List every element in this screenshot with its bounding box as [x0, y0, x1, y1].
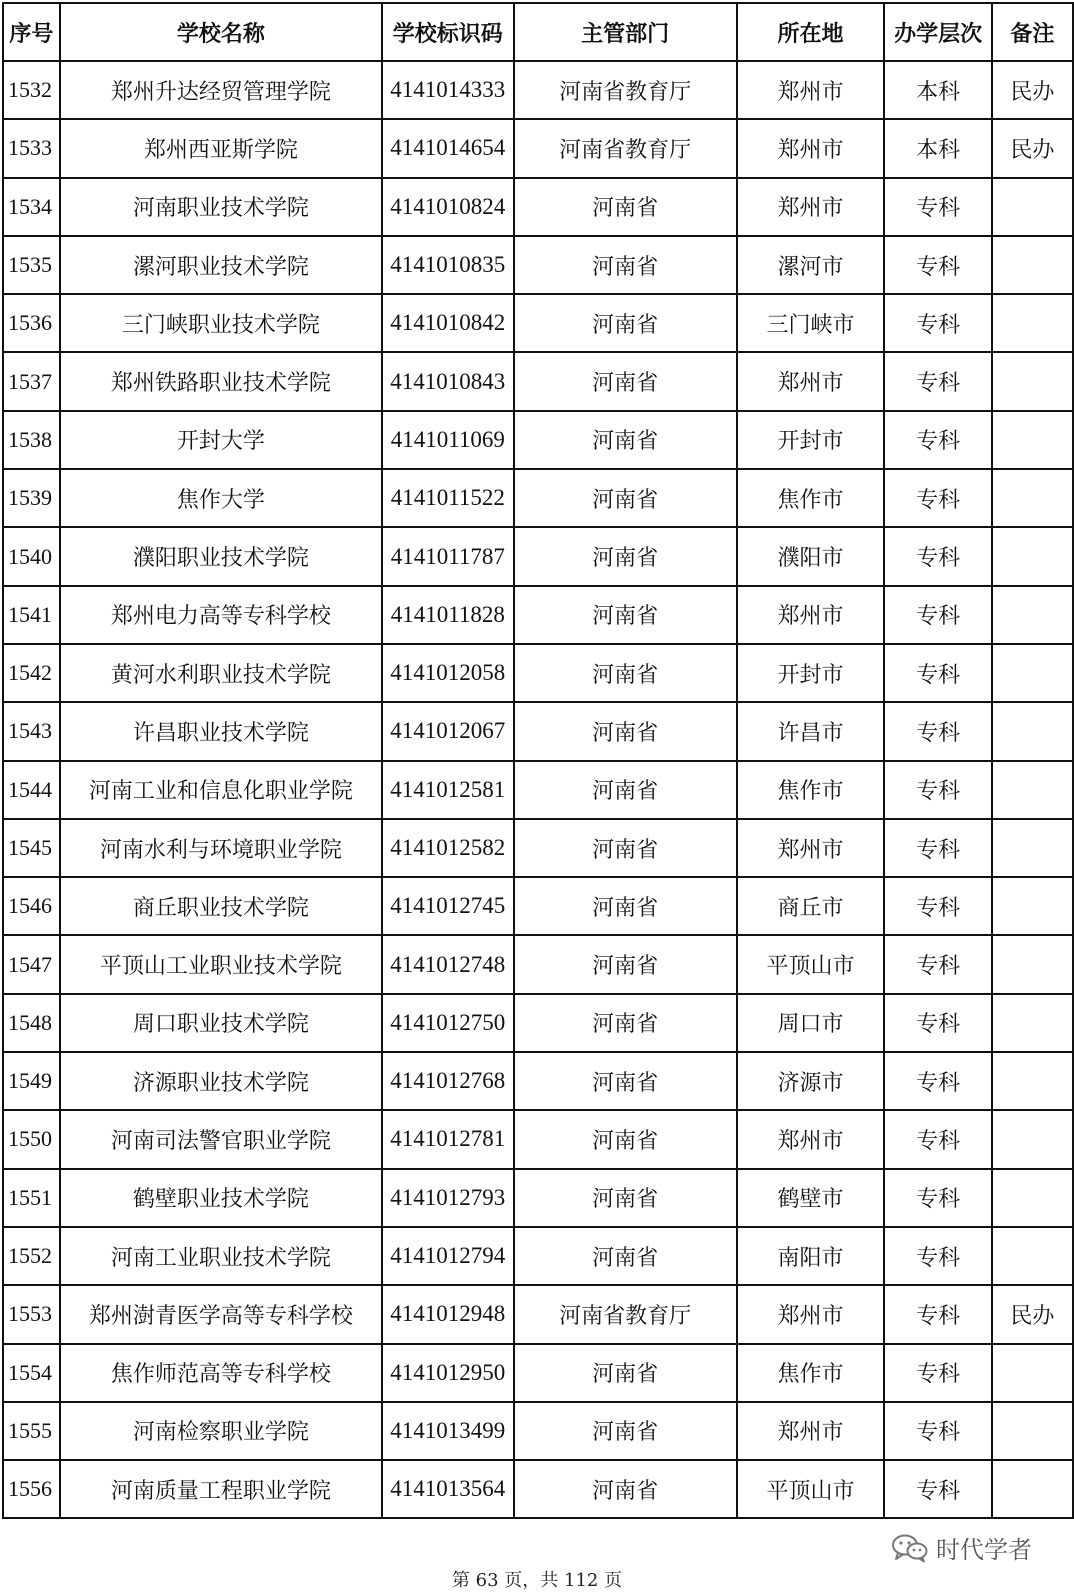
cell-school-name: 河南职业技术学院	[60, 178, 382, 236]
watermark	[890, 1530, 1032, 1565]
cell-level: 专科	[884, 178, 991, 236]
cell-level: 专科	[884, 1460, 991, 1518]
cell-remark	[992, 236, 1073, 294]
cell-location: 郑州市	[737, 1285, 885, 1343]
cell-remark	[992, 1169, 1073, 1227]
cell-level: 专科	[884, 1402, 991, 1460]
cell-school-code: 4141012794	[382, 1227, 514, 1285]
table-row	[3, 1110, 1073, 1168]
cell-level: 专科	[884, 1285, 991, 1343]
cell-location: 郑州市	[737, 119, 885, 177]
cell-location: 商丘市	[737, 877, 885, 935]
cell-level: 专科	[884, 586, 991, 644]
cell-seq: 1534	[3, 178, 60, 236]
cell-school-code: 4141011522	[382, 469, 514, 527]
cell-remark	[992, 994, 1073, 1052]
cell-seq: 1555	[3, 1402, 60, 1460]
cell-location: 郑州市	[737, 178, 885, 236]
cell-seq: 1538	[3, 411, 60, 469]
cell-level: 专科	[884, 819, 991, 877]
cell-school-code: 4141012768	[382, 1052, 514, 1110]
cell-school-name: 河南工业和信息化职业学院	[60, 761, 382, 819]
cell-school-code: 4141013499	[382, 1402, 514, 1460]
cell-level: 专科	[884, 702, 991, 760]
cell-school-name: 河南工业职业技术学院	[60, 1227, 382, 1285]
cell-remark	[992, 294, 1073, 352]
cell-level: 专科	[884, 236, 991, 294]
cell-school-name: 河南水利与环境职业学院	[60, 819, 382, 877]
cell-seq: 1548	[3, 994, 60, 1052]
cell-school-code: 4141012950	[382, 1344, 514, 1402]
cell-department: 河南省	[514, 994, 737, 1052]
cell-level: 专科	[884, 527, 991, 585]
header-school-name: 学校名称	[60, 3, 382, 61]
cell-remark	[992, 1402, 1073, 1460]
table-body	[3, 61, 1073, 1518]
school-list-table	[2, 2, 1074, 1519]
cell-remark	[992, 352, 1073, 410]
cell-department: 河南省	[514, 935, 737, 993]
cell-seq: 1533	[3, 119, 60, 177]
cell-school-code: 4141012750	[382, 994, 514, 1052]
cell-location: 三门峡市	[737, 294, 885, 352]
cell-department: 河南省	[514, 1052, 737, 1110]
table-row	[3, 761, 1073, 819]
cell-seq: 1536	[3, 294, 60, 352]
table-row	[3, 1227, 1073, 1285]
table-row	[3, 411, 1073, 469]
cell-school-code: 4141011828	[382, 586, 514, 644]
cell-remark	[992, 761, 1073, 819]
cell-seq: 1552	[3, 1227, 60, 1285]
cell-remark	[992, 877, 1073, 935]
cell-school-name: 周口职业技术学院	[60, 994, 382, 1052]
cell-remark: 民办	[992, 119, 1073, 177]
cell-school-name: 河南检察职业学院	[60, 1402, 382, 1460]
cell-level: 专科	[884, 877, 991, 935]
cell-seq: 1549	[3, 1052, 60, 1110]
watermark-text: 时代学者	[936, 1536, 1032, 1564]
cell-remark	[992, 1110, 1073, 1168]
cell-seq: 1537	[3, 352, 60, 410]
table-row	[3, 1052, 1073, 1110]
cell-school-code: 4141012781	[382, 1110, 514, 1168]
cell-school-code: 4141012748	[382, 935, 514, 993]
cell-seq: 1545	[3, 819, 60, 877]
cell-school-code: 4141011787	[382, 527, 514, 585]
cell-department: 河南省	[514, 877, 737, 935]
cell-level: 专科	[884, 1052, 991, 1110]
cell-department: 河南省	[514, 1402, 737, 1460]
header-remark: 备注	[992, 3, 1073, 61]
cell-location: 焦作市	[737, 1344, 885, 1402]
table-row	[3, 236, 1073, 294]
cell-department: 河南省	[514, 236, 737, 294]
header-school-code: 学校标识码	[382, 3, 514, 61]
cell-remark	[992, 411, 1073, 469]
cell-remark	[992, 644, 1073, 702]
cell-seq: 1546	[3, 877, 60, 935]
cell-department: 河南省	[514, 1460, 737, 1518]
table-row	[3, 1285, 1073, 1343]
cell-location: 濮阳市	[737, 527, 885, 585]
cell-school-code: 4141010843	[382, 352, 514, 410]
cell-location: 郑州市	[737, 352, 885, 410]
cell-level: 专科	[884, 352, 991, 410]
cell-location: 开封市	[737, 644, 885, 702]
table-row	[3, 586, 1073, 644]
cell-school-name: 河南质量工程职业学院	[60, 1460, 382, 1518]
cell-level: 专科	[884, 935, 991, 993]
cell-school-name: 郑州澍青医学高等专科学校	[60, 1285, 382, 1343]
cell-department: 河南省	[514, 586, 737, 644]
cell-department: 河南省	[514, 819, 737, 877]
cell-level: 专科	[884, 294, 991, 352]
cell-school-code: 4141014333	[382, 61, 514, 119]
cell-school-name: 濮阳职业技术学院	[60, 527, 382, 585]
table-row	[3, 1402, 1073, 1460]
cell-level: 专科	[884, 761, 991, 819]
cell-school-code: 4141012581	[382, 761, 514, 819]
table-header-row	[3, 3, 1073, 61]
cell-school-name: 商丘职业技术学院	[60, 877, 382, 935]
table-row	[3, 935, 1073, 993]
cell-department: 河南省教育厅	[514, 61, 737, 119]
cell-level: 专科	[884, 644, 991, 702]
table-row	[3, 1460, 1073, 1518]
cell-remark	[992, 1052, 1073, 1110]
table-row	[3, 469, 1073, 527]
cell-school-code: 4141012582	[382, 819, 514, 877]
cell-remark	[992, 469, 1073, 527]
cell-seq: 1539	[3, 469, 60, 527]
cell-school-code: 4141012948	[382, 1285, 514, 1343]
cell-location: 平顶山市	[737, 1460, 885, 1518]
cell-seq: 1535	[3, 236, 60, 294]
table-row	[3, 527, 1073, 585]
header-location: 所在地	[737, 3, 885, 61]
table-row	[3, 877, 1073, 935]
cell-school-code: 4141013564	[382, 1460, 514, 1518]
cell-school-code: 4141011069	[382, 411, 514, 469]
cell-location: 郑州市	[737, 1402, 885, 1460]
cell-department: 河南省	[514, 469, 737, 527]
table-row	[3, 644, 1073, 702]
table-row	[3, 352, 1073, 410]
cell-remark	[992, 1344, 1073, 1402]
cell-remark	[992, 527, 1073, 585]
table-row	[3, 119, 1073, 177]
wechat-icon	[890, 1533, 930, 1563]
cell-remark	[992, 819, 1073, 877]
cell-school-name: 平顶山工业职业技术学院	[60, 935, 382, 993]
cell-level: 专科	[884, 469, 991, 527]
cell-school-name: 鹤壁职业技术学院	[60, 1169, 382, 1227]
cell-level: 专科	[884, 1110, 991, 1168]
cell-remark	[992, 178, 1073, 236]
cell-seq: 1541	[3, 586, 60, 644]
cell-location: 开封市	[737, 411, 885, 469]
table-row	[3, 819, 1073, 877]
cell-department: 河南省	[514, 527, 737, 585]
cell-school-name: 焦作大学	[60, 469, 382, 527]
cell-location: 许昌市	[737, 702, 885, 760]
cell-seq: 1554	[3, 1344, 60, 1402]
cell-remark: 民办	[992, 1285, 1073, 1343]
cell-school-code: 4141012745	[382, 877, 514, 935]
cell-level: 专科	[884, 411, 991, 469]
cell-school-name: 三门峡职业技术学院	[60, 294, 382, 352]
table-row	[3, 178, 1073, 236]
cell-location: 鹤壁市	[737, 1169, 885, 1227]
cell-remark	[992, 702, 1073, 760]
header-seq: 序号	[3, 3, 60, 61]
table-row	[3, 994, 1073, 1052]
cell-school-name: 黄河水利职业技术学院	[60, 644, 382, 702]
cell-level: 本科	[884, 119, 991, 177]
cell-seq: 1553	[3, 1285, 60, 1343]
cell-school-name: 济源职业技术学院	[60, 1052, 382, 1110]
cell-department: 河南省	[514, 644, 737, 702]
header-level: 办学层次	[884, 3, 991, 61]
cell-level: 专科	[884, 994, 991, 1052]
cell-school-name: 郑州铁路职业技术学院	[60, 352, 382, 410]
cell-school-code: 4141010835	[382, 236, 514, 294]
cell-seq: 1542	[3, 644, 60, 702]
cell-school-name: 开封大学	[60, 411, 382, 469]
cell-department: 河南省	[514, 761, 737, 819]
cell-location: 焦作市	[737, 469, 885, 527]
table-row	[3, 702, 1073, 760]
cell-department: 河南省教育厅	[514, 1285, 737, 1343]
cell-school-code: 4141012058	[382, 644, 514, 702]
cell-location: 郑州市	[737, 819, 885, 877]
cell-school-code: 4141010824	[382, 178, 514, 236]
cell-location: 郑州市	[737, 61, 885, 119]
cell-remark	[992, 586, 1073, 644]
cell-level: 专科	[884, 1227, 991, 1285]
cell-location: 郑州市	[737, 1110, 885, 1168]
cell-school-name: 焦作师范高等专科学校	[60, 1344, 382, 1402]
cell-remark	[992, 1227, 1073, 1285]
cell-school-name: 漯河职业技术学院	[60, 236, 382, 294]
cell-department: 河南省	[514, 1227, 737, 1285]
cell-school-code: 4141010842	[382, 294, 514, 352]
cell-level: 专科	[884, 1169, 991, 1227]
cell-location: 焦作市	[737, 761, 885, 819]
cell-school-code: 4141012793	[382, 1169, 514, 1227]
cell-department: 河南省	[514, 1169, 737, 1227]
cell-department: 河南省	[514, 352, 737, 410]
cell-department: 河南省	[514, 294, 737, 352]
cell-location: 平顶山市	[737, 935, 885, 993]
cell-seq: 1556	[3, 1460, 60, 1518]
cell-department: 河南省	[514, 1344, 737, 1402]
cell-department: 河南省教育厅	[514, 119, 737, 177]
cell-school-name: 郑州电力高等专科学校	[60, 586, 382, 644]
cell-level: 专科	[884, 1344, 991, 1402]
cell-seq: 1551	[3, 1169, 60, 1227]
cell-seq: 1540	[3, 527, 60, 585]
cell-remark: 民办	[992, 61, 1073, 119]
cell-location: 周口市	[737, 994, 885, 1052]
cell-department: 河南省	[514, 702, 737, 760]
cell-school-name: 郑州西亚斯学院	[60, 119, 382, 177]
cell-location: 郑州市	[737, 586, 885, 644]
cell-school-code: 4141012067	[382, 702, 514, 760]
header-department: 主管部门	[514, 3, 737, 61]
cell-department: 河南省	[514, 178, 737, 236]
cell-seq: 1550	[3, 1110, 60, 1168]
cell-remark	[992, 1460, 1073, 1518]
cell-school-code: 4141014654	[382, 119, 514, 177]
page-footer: 第 63 页，共 112 页	[451, 1570, 623, 1591]
cell-location: 漯河市	[737, 236, 885, 294]
cell-seq: 1543	[3, 702, 60, 760]
table-row	[3, 61, 1073, 119]
cell-level: 本科	[884, 61, 991, 119]
cell-seq: 1544	[3, 761, 60, 819]
cell-remark	[992, 935, 1073, 993]
cell-school-name: 河南司法警官职业学院	[60, 1110, 382, 1168]
cell-school-name: 许昌职业技术学院	[60, 702, 382, 760]
cell-seq: 1532	[3, 61, 60, 119]
cell-location: 济源市	[737, 1052, 885, 1110]
table-row	[3, 294, 1073, 352]
cell-department: 河南省	[514, 1110, 737, 1168]
cell-school-name: 郑州升达经贸管理学院	[60, 61, 382, 119]
cell-location: 南阳市	[737, 1227, 885, 1285]
cell-department: 河南省	[514, 411, 737, 469]
table-row	[3, 1344, 1073, 1402]
cell-seq: 1547	[3, 935, 60, 993]
table-row	[3, 1169, 1073, 1227]
